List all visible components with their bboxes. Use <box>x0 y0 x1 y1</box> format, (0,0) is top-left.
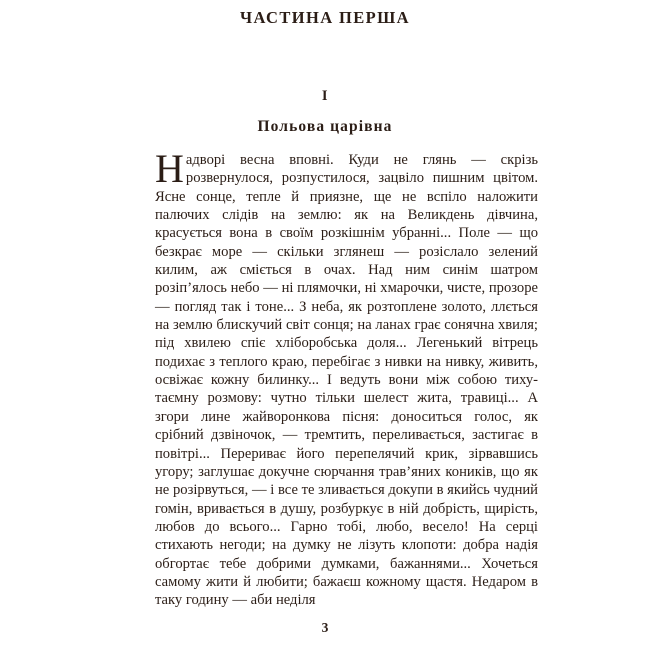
drop-cap: Н <box>155 146 184 191</box>
body-paragraph <box>155 146 538 610</box>
chapter-title: Польова царівна <box>257 118 393 136</box>
page-number: 3 <box>321 620 329 635</box>
chapter-heading-block <box>0 88 650 136</box>
chapter-number: I <box>321 88 329 104</box>
running-header: ЧАСТИНА ПЕРША <box>240 8 410 27</box>
body-paragraph-text: адворі весна вповні. Куди не глянь — скрізь розвернулося, розпустилося, зацвіло пишним цвітом. Ясне сонце, тепле й приязне, ще не вспіло наложити палючих слідів на землю: як на Великдень дівчина, красується вона в своїм розкішнім убранні... Поле — що безкрає море — скільки зглянеш — розіслало зелений килим, аж сміється в очах. Над ним синім шатром розіп’ялось небо — ні плямочки, ні хмарочки, чисте, прозоре — погляд так і тоне... З неба, як розтоплене золото, ллється на землю блискучий світ сонця; на ланах грає сонячна хвиля; під хвилею спіє хліборобська доля... Легенький вітрець подихає з теплого краю, перебігає з нивки на нивку, живить, освіжає кожну билинку... І ведуть вони між собою тиху-таємну розмову: чутно тільки шелест жита, травиці... А згори лине жайворонкова пісня: доноситься голос, як срібний дзвіночок, — тремтить, переливається, застигає в повітрі... Перериває його перепелячий крик, зірвавшись угору; заглушає докучне сюрчання трав’яних коників, що як не розірвуться, — і все те зливається докупи в якийсь чудний гомін, вривається в душу, розбуркує в ній добрість, щирість, любов до всього... Гарно тобі, любо, весело! На серці стихають негоди; на думку не лізуть клопоти: добра надія обгортає тебе добрими думками, бажаннями... Хочеться самому жити й любити; бажаєш кожному щастя. Недаром в таку годину — аби неділя <box>155 152 538 609</box>
body-text-column <box>155 146 538 610</box>
